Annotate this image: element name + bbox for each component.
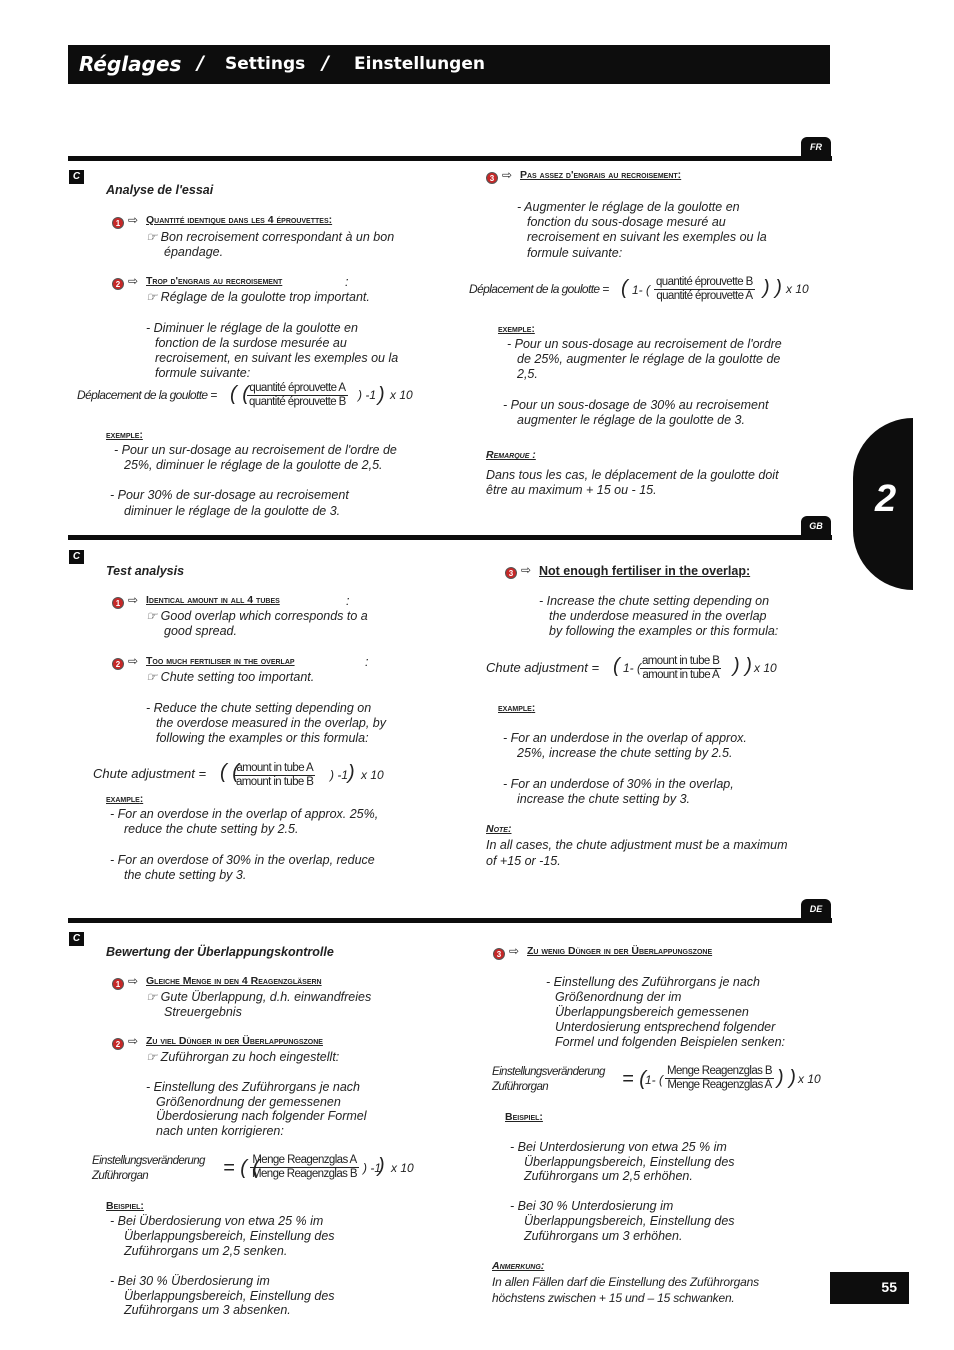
formula-fraction [654,276,755,303]
text-line: Überdosierung nach folgender Formel [156,1109,367,1123]
formula-prefix: 1- ( [623,661,641,675]
bracket: ( [621,277,628,299]
text-line: - Pour un sous-dosage de 30% au recroisement [503,398,769,412]
remark-label: Note: [486,823,512,835]
numerator: quantité éprouvette B [656,276,753,288]
number-1-icon: 1 [112,217,124,229]
text-line: 25%, increase the chute setting by 2.5. [517,746,733,760]
arrow-icon: ⇨ [128,654,139,668]
formula-multiplier: x 10 [391,1161,414,1175]
case-1-heading: Quantité identique dans les 4 éprouvettes: [146,214,333,226]
case-3-heading: Not enough fertiliser in the overlap: [539,564,751,578]
text-line: Überlappungsbereich, Einstellung des [524,1214,735,1228]
text-line: Dans tous les cas, le déplacement de la goulotte doit [486,468,779,482]
arrow-icon: ⇨ [128,213,139,227]
number-3-icon: 3 [505,567,517,579]
remark-label: Anmerkung: [492,1260,545,1272]
number-1-icon: 1 [112,597,124,609]
chapter-tab [853,418,913,590]
arrow-icon: ⇨ [128,974,139,988]
text-line: - Bei Überdosierung von etwa 25 % im [110,1214,324,1228]
text-line: - Pour un sous-dosage au recroisement de l'ordre [507,337,782,351]
text-line: the overdose measured in the overlap, by [156,716,386,730]
bracket: ( ( [230,383,249,405]
text-line: diminuer le réglage de la goulotte de 3. [124,504,341,518]
text-line: - Augmenter le réglage de la goulotte en [517,200,740,214]
text-line: ☞ Réglage de la goulotte trop important. [146,290,370,304]
text-line: following the examples or this formula: [156,731,369,745]
example-label: exemple: [498,324,535,335]
text-line: Streuergebnis [164,1005,242,1019]
text-line: Überlappungsbereich, Einstellung des [124,1229,335,1243]
text-line: In all cases, the chute adjustment must be a maximum [486,838,788,852]
text-line: reduce the chute setting by 2.5. [124,822,299,836]
case-3-heading: Pas assez d'engrais au recroisement: [520,169,682,181]
page-header [68,45,830,84]
bracket: ) ) [777,1067,796,1089]
numerator: amount in tube B [642,655,720,667]
text-line: fonction de la surdose mesurée au [155,336,347,350]
case-1-heading: Identical amount in all 4 tubes [146,594,280,606]
case-1-heading: Gleiche Menge in den 4 Reagenzgläsern [146,975,322,987]
example-label: exemple: [106,430,143,441]
chapter-number: 2 [875,478,897,520]
text-line: - For an underdose in the overlap of approx. [503,731,747,745]
formula-fraction [234,762,315,789]
example-label: Beispiel: [106,1200,144,1212]
text-line: of +15 or -15. [486,854,561,868]
text-line: 25%, diminuer le réglage de la goulotte de 2,5. [124,458,383,472]
section-rule [68,535,832,540]
text-line: - Einstellung des Zuführorgans je nach [146,1080,361,1094]
formula-prefix: 1- ( [645,1073,663,1087]
arrow-icon: ⇨ [128,1034,139,1048]
text-line: recroisement en suivant les exemples ou la [527,230,767,244]
text-line: formule suivante: [155,366,251,380]
text-line: augmenter le réglage de la goulotte de 3. [517,413,745,427]
title-separator: / [197,52,204,74]
formula-multiplier: x 10 [361,768,384,782]
formula-multiplier: x 10 [390,388,413,402]
formula-prefix: 1- ( [632,283,650,297]
formula-label: Chute adjustment = [486,660,600,675]
number-2-icon: 2 [112,278,124,290]
denominator: amount in tube A [642,669,720,681]
text-line: fonction du sous-dosage mesuré au [527,215,726,229]
formula-underdose [469,282,609,296]
text-line: the underdose measured in the overlap [549,609,767,623]
text-line: - Bei Unterdosierung von etwa 25 % im [510,1140,727,1154]
formula-tail: ) -1 [330,768,348,782]
formula-tail: ) -1 [363,1161,381,1175]
bracket: = ( [622,1068,646,1090]
section-title: Analyse de l'essai [106,183,214,197]
text-line: Unterdosierung entsprechend folgender [555,1020,776,1034]
text-line: höchstens zwischen + 15 und – 15 schwanken. [492,1291,735,1305]
formula-fraction [665,1065,774,1092]
text-line: - For an overdose of 30% in the overlap, reduce [110,853,375,867]
denominator: quantité éprouvette A [656,290,753,302]
formula-label: Chute adjustment = [93,766,207,781]
denominator: amount in tube B [236,776,314,788]
heading-colon: : [365,655,369,669]
arrow-icon: ⇨ [128,274,139,288]
heading-colon: : [345,275,349,289]
text-line: - Reduce the chute setting depending on [146,701,372,715]
formula-label: Déplacement de la goulotte = [469,282,609,296]
remark-label: Remarque : [486,449,536,461]
bracket: ) [348,762,355,784]
text-line: Überlappungsbereich, Einstellung des [524,1155,735,1169]
text-line: - Bei 30 % Überdosierung im [110,1274,270,1288]
text-line: ☞ Good overlap which corresponds to a [146,609,368,623]
text-line: - Bei 30 % Unterdosierung im [510,1199,674,1213]
text-line: être au maximum + 15 ou - 15. [486,483,657,497]
text-line: ☞ Zuführorgan zu hoch eingestellt: [146,1050,340,1064]
text-line: increase the chute setting by 3. [517,792,691,806]
formula-multiplier: x 10 [786,282,809,296]
text-line: ☞ Chute setting too important. [146,670,315,684]
text-line: good spread. [164,624,237,638]
text-line: - For an overdose in the overlap of approx. 25%, [110,807,379,821]
denominator: Menge Reagenzglas B [252,1168,357,1180]
formula-label: Déplacement de la goulotte = [77,388,217,402]
bracket: = ( ( [223,1157,260,1179]
section-c-marker: C [69,932,84,946]
arrow-icon: ⇨ [509,944,520,958]
text-line: épandage. [164,245,224,259]
case-2-heading: Trop d'engrais au recroisement [146,275,283,287]
numerator: Menge Reagenzglas A [250,1154,359,1168]
denominator: quantité éprouvette B [249,396,346,408]
heading-colon: : [346,594,350,608]
number-1-icon: 1 [112,978,124,990]
text-line: In allen Fällen darf die Einstellung des Zuführorgans [492,1275,759,1289]
bracket: ) [378,384,385,406]
case-2-heading: Zu viel Dünger in der Überlappungszone [146,1035,323,1047]
text-line: - Increase the chute setting depending on [539,594,770,608]
number-3-icon: 3 [486,172,498,184]
formula-overdose [77,383,249,405]
title-reglages: Réglages [79,52,182,76]
numerator: amount in tube A [234,762,315,776]
page-number: 55 [830,1272,909,1304]
section-rule [68,156,832,161]
section-rule [68,918,832,923]
formula-tail: ) -1 [358,388,376,402]
text-line: Zuführorgans um 3 absenken. [124,1303,291,1317]
arrow-icon: ⇨ [521,563,532,577]
section-c-marker: C [69,170,84,184]
text-line: nach unten korrigieren: [156,1124,284,1138]
text-line: ☞ Bon recroisement correspondant à un bon [146,230,395,244]
formula-multiplier: x 10 [754,661,777,675]
formula-fraction [640,655,721,682]
text-line: Überlappungsbereich, Einstellung des [124,1289,335,1303]
lang-tab-fr: FR [801,137,831,157]
text-line: - Pour 30% de sur-dosage au recroisement [110,488,349,502]
text-line: formule suivante: [527,246,623,260]
text-line: - Einstellung des Zuführorgans je nach [546,975,761,989]
example-label: Beispiel: [505,1111,543,1123]
text-line: Zuführorgans um 3 erhöhen. [524,1229,683,1243]
number-2-icon: 2 [112,658,124,670]
lang-tab-gb: GB [801,516,831,536]
arrow-icon: ⇨ [128,593,139,607]
case-3-heading: Zu wenig Dünger in der Überlappungszone [527,945,713,957]
text-line: ☞ Gute Überlappung, d.h. einwandfreies [146,990,372,1004]
numerator: quantité éprouvette A [247,382,348,396]
bracket: ) [378,1155,385,1177]
title-einstellungen: Einstellungen [354,54,485,74]
bracket: ) ) [763,277,782,299]
text-line: Größenordnung der gemessenen [156,1095,341,1109]
lang-tab-de: DE [801,899,831,919]
bracket: ) ) [733,655,752,677]
formula-label: Einstellungsveränderung Zuführorgan [492,1066,605,1093]
text-line: by following the examples or this formula: [549,624,779,638]
numerator: Menge Reagenzglas B [667,1065,772,1077]
text-line: Formel und folgenden Beispielen senken: [555,1035,786,1049]
text-line: - Diminuer le réglage de la goulotte en [146,321,358,335]
formula-fraction [247,382,348,409]
case-2-heading: Too much fertiliser in the overlap [146,655,295,667]
denominator: Menge Reagenzglas A [667,1079,772,1091]
formula-label: Einstellungsveränderung Zuführorgan [92,1155,205,1182]
text-line: - For an underdose of 30% in the overlap, [503,777,734,791]
arrow-icon: ⇨ [502,168,513,182]
title-settings: Settings [225,54,306,74]
text-line: Zuführorgans um 2,5 senken. [124,1244,288,1258]
bracket: ( ( [220,761,239,783]
number-3-icon: 3 [493,948,505,960]
text-line: 2,5. [517,367,538,381]
text-line: Überlappungsbereich gemessenen [555,1005,749,1019]
formula-fraction [250,1154,359,1181]
section-c-marker: C [69,550,84,564]
number-2-icon: 2 [112,1038,124,1050]
text-line: the chute setting by 3. [124,868,247,882]
text-line: Größenordnung der im [555,990,682,1004]
formula-multiplier: x 10 [798,1072,821,1086]
text-line: Zuführorgans um 2,5 erhöhen. [524,1169,693,1183]
text-line: de 25%, augmenter le réglage de la goulotte de [517,352,781,366]
bracket: ( [613,655,620,677]
example-label: example: [106,794,144,805]
title-separator: / [322,52,329,74]
text-line: recroisement, en suivant les exemples ou la [155,351,399,365]
section-title: Test analysis [106,564,185,578]
text-line: - Pour un sur-dosage au recroisement de l'ordre de [114,443,397,457]
section-title: Bewertung der Überlappungskontrolle [106,945,334,959]
example-label: example: [498,703,536,714]
